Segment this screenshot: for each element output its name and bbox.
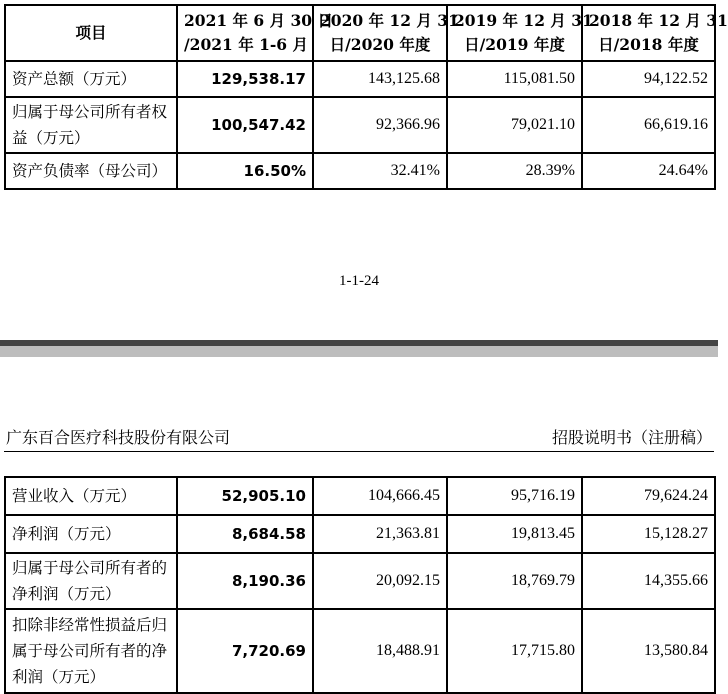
cell-value: 14,355.66 xyxy=(582,553,715,609)
cell-value: 19,813.45 xyxy=(447,515,582,553)
cell-value: 18,769.79 xyxy=(447,553,582,609)
cell-value: 95,716.19 xyxy=(447,477,582,515)
table-row xyxy=(5,477,715,515)
page-divider xyxy=(0,340,718,357)
row-label: 净利润（万元） xyxy=(5,515,177,553)
cell-value: 104,666.45 xyxy=(313,477,447,515)
cell-value: 32.41% xyxy=(313,153,447,189)
cell-value: 17,715.80 xyxy=(447,609,582,693)
table-row xyxy=(5,97,715,153)
table-row xyxy=(5,609,715,693)
cell-value: 16.50% xyxy=(177,153,313,189)
row-label: 营业收入（万元） xyxy=(5,477,177,515)
cell-value: 66,619.16 xyxy=(582,97,715,153)
header-2021h1: 2021 年 6 月 30 日 /2021 年 1-6 月 xyxy=(177,5,313,61)
row-label: 归属于母公司所有者的净利润（万元） xyxy=(5,553,177,609)
cell-value: 94,122.52 xyxy=(582,61,715,97)
cell-value: 100,547.42 xyxy=(177,97,313,153)
cell-value: 15,128.27 xyxy=(582,515,715,553)
page-number: 1-1-24 xyxy=(339,273,379,289)
header-2020: 2020 年 12 月 31 日/2020 年度 xyxy=(313,5,447,61)
cell-value: 21,363.81 xyxy=(313,515,447,553)
company-name: 广东百合医疗科技股份有限公司 xyxy=(6,428,231,447)
table-row xyxy=(5,515,715,553)
header-2019: 2019 年 12 月 31 日/2019 年度 xyxy=(447,5,582,61)
cell-value: 115,081.50 xyxy=(447,61,582,97)
header-2018: 2018 年 12 月 31 日/2018 年度 xyxy=(582,5,715,61)
cell-value: 52,905.10 xyxy=(177,477,313,515)
header-item: 项目 xyxy=(5,5,177,61)
cell-value: 7,720.69 xyxy=(177,609,313,693)
cell-value: 129,538.17 xyxy=(177,61,313,97)
document-title: 招股说明书（注册稿） xyxy=(551,428,712,447)
cell-value: 28.39% xyxy=(447,153,582,189)
cell-value: 143,125.68 xyxy=(313,61,447,97)
row-label: 归属于母公司所有者权益（万元） xyxy=(5,97,177,153)
table-row xyxy=(5,553,715,609)
cell-value: 20,092.15 xyxy=(313,553,447,609)
cell-value: 24.64% xyxy=(582,153,715,189)
row-label: 扣除非经常性损益后归属于母公司所有者的净利润（万元） xyxy=(5,609,177,693)
cell-value: 92,366.96 xyxy=(313,97,447,153)
financial-table-top xyxy=(4,4,728,190)
header-rule xyxy=(4,451,714,452)
cell-value: 8,190.36 xyxy=(177,553,313,609)
cell-value: 8,684.58 xyxy=(177,515,313,553)
row-label: 资产负债率（母公司） xyxy=(5,153,177,189)
table-row xyxy=(5,153,715,189)
financial-table-bottom xyxy=(4,476,716,694)
table-header-row xyxy=(5,5,715,61)
cell-value: 79,021.10 xyxy=(447,97,582,153)
row-label: 资产总额（万元） xyxy=(5,61,177,97)
cell-value: 13,580.84 xyxy=(582,609,715,693)
table-row xyxy=(5,61,715,97)
cell-value: 18,488.91 xyxy=(313,609,447,693)
cell-value: 79,624.24 xyxy=(582,477,715,515)
